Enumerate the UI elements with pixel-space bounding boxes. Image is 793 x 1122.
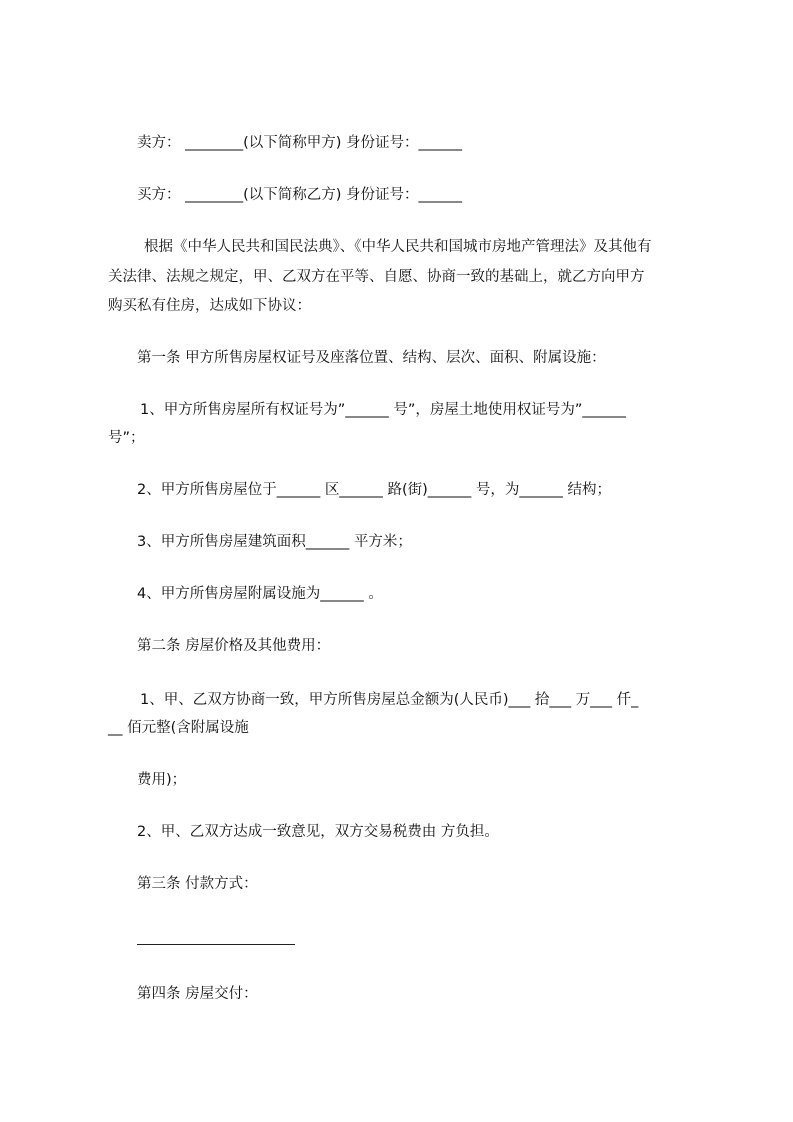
buyer-line: 买方： ________(以下简称乙方) 身份证号：______ (137, 187, 463, 203)
article-3-title: 第三条 付款方式： (137, 876, 258, 892)
preamble-line-1: 根据《中华人民共和国民法典》、《中华人民共和国城市房地产管理法》及其他有 (144, 239, 652, 255)
article-1-item-1-line-2: 号”； (108, 430, 145, 446)
article-2-title: 第二条 房屋价格及其他费用： (137, 638, 331, 654)
article-2-item-1-cont: 费用)； (137, 772, 187, 788)
article-2-item-2: 2、甲、乙双方达成一致意见，双方交易税费由 方负担。 (137, 824, 499, 840)
seller-line: 卖方： ________(以下简称甲方) 身份证号：______ (137, 135, 463, 151)
article-4-title: 第四条 房屋交付： (137, 986, 258, 1002)
preamble-line-3: 购买私有住房，达成如下协议： (108, 298, 311, 314)
article-1-item-4: 4、甲方所售房屋附属设施为______ 。 (137, 586, 383, 602)
payment-method-blank (137, 944, 295, 945)
article-2-item-1-line-2: __ 佰元整(含附属设施 (108, 720, 249, 736)
preamble-line-2: 关法律、法规之规定，甲、乙双方在平等、自愿、协商一致的基础上，就乙方向甲方 (108, 269, 645, 285)
article-1-item-2: 2、甲方所售房屋位于______ 区______ 路(街)______ 号，为______ 结构； (137, 482, 611, 498)
article-1-item-1-line-1: 1、甲方所售房屋所有权证号为”______ 号”，房屋土地使用权证号为”______ (140, 402, 626, 418)
article-2-item-1-line-1: 1、甲、乙双方协商一致，甲方所售房屋总金额为(人民币)___ 拾___ 万___ 仟_ (140, 692, 639, 708)
article-1-item-3: 3、甲方所售房屋建筑面积______ 平方米； (137, 534, 412, 550)
article-1-title: 第一条 甲方所售房屋权证号及座落位置、结构、层次、面积、附属设施： (137, 350, 606, 366)
